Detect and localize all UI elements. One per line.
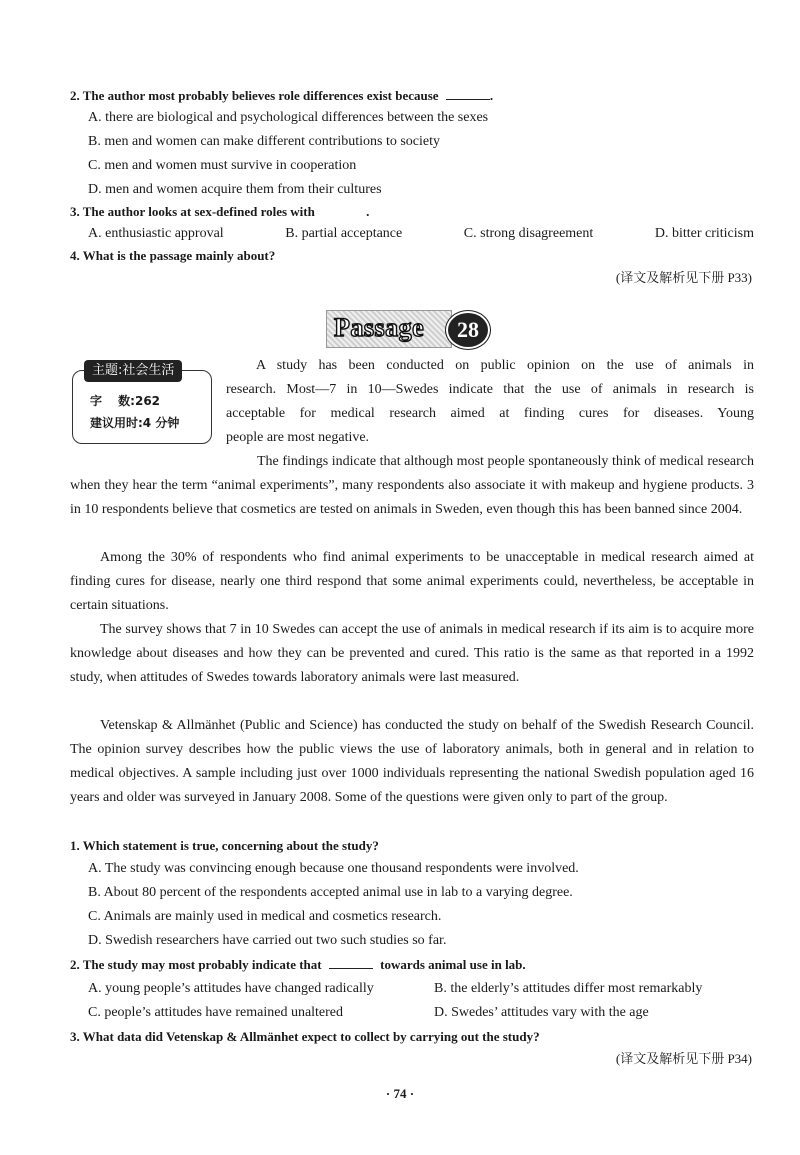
q2-option-d: D. Swedes’ attitudes vary with the age [434, 1005, 649, 1020]
paragraph-1 [226, 354, 754, 450]
q2-options-row-2 [88, 1001, 754, 1025]
prev-q3-stem: 3. The author looks at sex-defined roles with [70, 204, 315, 219]
prev-q2-option-a: A. there are biological and psychological differences between the sexes [88, 110, 489, 125]
prev-q2-option-c: C. men and women must survive in cooperation [88, 158, 357, 173]
topic-box [68, 358, 214, 446]
prev-q2-end: . [489, 88, 494, 103]
p5-text: Vetenskap & Allmänhet (Public and Science) has conducted the study on behalf of the Swedish Research Council. The opinion survey describes how the public views the use of laboratory animals, both in general and in relation to medical objectives. A sample including just over 1000 individuals representing the national Swedish population aged 16 years and older was surveyed in January 2008. Some of the questions were given only to part of the group. [70, 718, 754, 805]
p1-line-2: research. Most—7 in 10—Swedes indicate that the use of animals in research is [226, 382, 754, 397]
prev-question-3 [70, 200, 369, 224]
answer-blank [322, 201, 366, 216]
question-2 [70, 953, 526, 977]
word-count: 字 数:262 [90, 394, 161, 408]
q2-option-b: B. the elderly’s attitudes differ most remarkably [434, 981, 703, 996]
prev-q3-end: . [366, 204, 370, 219]
prev-q3-option-d: D. bitter criticism [654, 226, 754, 241]
q2-stem-after: towards animal use in lab. [380, 957, 526, 972]
prev-q2-option-d: D. men and women acquire them from their cultures [88, 182, 382, 197]
question-1: 1. Which statement is true, concerning about the study? [70, 838, 379, 853]
question-3: 3. What data did Vetenskap & Allmänhet expect to collect by carrying out the study? [70, 1029, 540, 1044]
answer-blank [329, 954, 373, 969]
passage-number-badge: 28 [446, 311, 490, 349]
q2-stem-before: 2. The study may most probably indicate that [70, 957, 322, 972]
answer-blank [446, 85, 490, 100]
p3-text: Among the 30% of respondents who find animal experiments to be unacceptable in medical research aimed at finding cures for disease, nearly one third respond that some animal experiments could, nevertheless, be acceptable in certain situations. [70, 550, 754, 613]
p4-text: The survey shows that 7 in 10 Swedes can accept the use of animals in medical research if its aim is to acquire more knowledge about diseases and how they can be prevented and cured. This ratio is the same as that reported in a 1992 study, when attitudes of Swedes towards laboratory animals were last measured. [70, 622, 754, 685]
page-number: · 74 · [385, 1086, 415, 1101]
prev-question-2 [70, 84, 493, 108]
prev-q3-option-a: A. enthusiastic approval [88, 226, 224, 241]
prev-q3-options [88, 222, 754, 246]
passage-banner [326, 308, 496, 348]
passage-title: Passage [334, 313, 425, 342]
q2-options-row-1 [88, 977, 754, 1001]
q1-option-a: A. The study was convincing enough because one thousand respondents were involved. [88, 861, 579, 876]
paragraph-5 [70, 714, 754, 810]
paragraph-3 [70, 546, 754, 618]
paragraph-2 [70, 450, 754, 522]
suggested-time: 建议用时:4 分钟 [90, 416, 180, 430]
p1-line-4: people are most negative. [226, 430, 370, 445]
prev-answer-reference: (译文及解析见下册 P33) [615, 270, 752, 285]
prev-q2-option-b: B. men and women can make different contributions to society [88, 134, 440, 149]
prev-question-4: 4. What is the passage mainly about? [70, 248, 276, 263]
prev-q3-option-c: C. strong disagreement [463, 226, 594, 241]
q2-option-a: A. young people’s attitudes have changed radically [88, 981, 374, 996]
q1-option-d: D. Swedish researchers have carried out two such studies so far. [88, 933, 447, 948]
prev-q2-stem: 2. The author most probably believes role differences exist because [70, 88, 439, 103]
prev-q3-option-b: B. partial acceptance [285, 226, 403, 241]
q2-option-c: C. people’s attitudes have remained unaltered [88, 1005, 344, 1020]
answer-reference: (译文及解析见下册 P34) [615, 1051, 752, 1066]
topic-heading: 主题:社会生活 [84, 360, 182, 382]
p2-text: The findings indicate that although most people spontaneously think of medical research when they hear the term “animal experiments”, many respondents also associate it with makeup and hygiene products. 3 in 10 respondents believe that cosmetics are tested on animals in Sweden, even though this has been banned since 2004. [70, 454, 754, 517]
q1-option-b: B. About 80 percent of the respondents accepted animal use in lab to a varying degree. [88, 885, 573, 900]
p1-line-3: acceptable for medical research aimed at finding cures for diseases. Young [226, 406, 754, 421]
p1-line-1: A study has been conducted on public opinion on the use of animals in [256, 358, 754, 373]
paragraph-4 [70, 618, 754, 690]
q1-option-c: C. Animals are mainly used in medical and cosmetics research. [88, 909, 442, 924]
